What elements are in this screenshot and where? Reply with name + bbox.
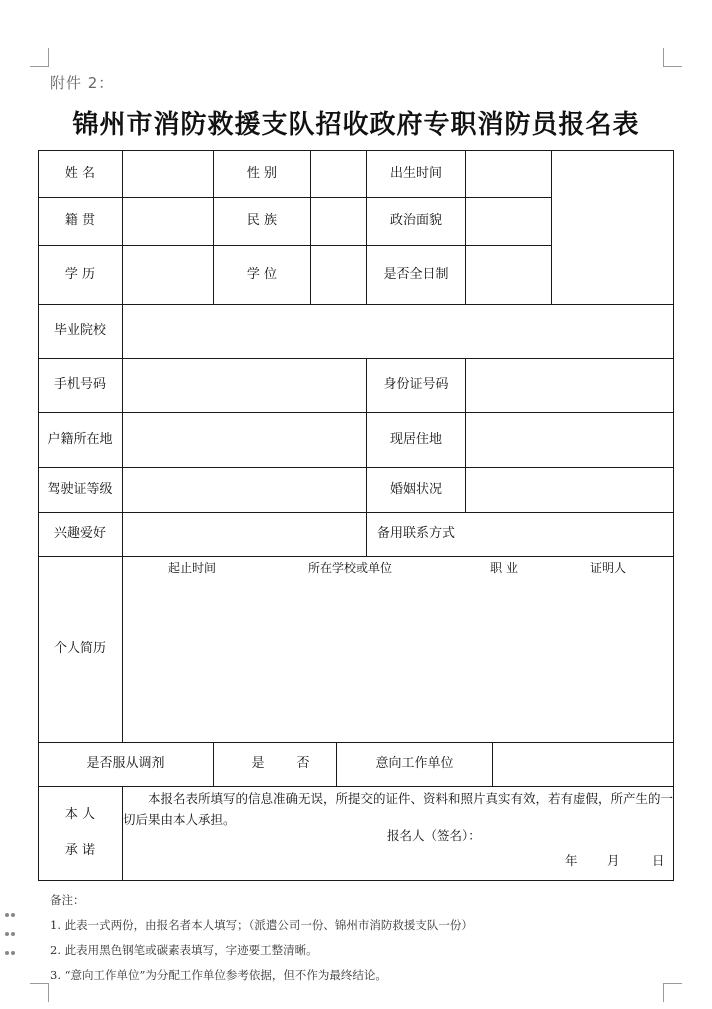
gender-label: 性 别 (246, 165, 278, 181)
notes-section (50, 888, 473, 988)
id-number-label: 身份证号码 (383, 377, 449, 393)
native-place-input-cell[interactable] (123, 197, 213, 245)
name-input-cell[interactable] (123, 150, 213, 197)
degree-input-cell[interactable] (311, 245, 366, 304)
backup-contact-input-cell[interactable] (466, 512, 673, 556)
resume-header-occupation: 职 业 (490, 561, 518, 575)
col-line (213, 742, 214, 786)
ethnicity-label: 民 族 (246, 213, 278, 229)
school-label: 毕业院校 (53, 323, 106, 339)
license-input-cell[interactable] (123, 467, 366, 512)
no-option[interactable]: 否 (296, 756, 310, 772)
note-item: 2. 此表用黑色钢笔或碳素表填写，字迹要工整清晰。 (50, 943, 318, 957)
political-status-label: 政治面貌 (389, 213, 442, 229)
commitment-label-line1: 本 人 (64, 807, 96, 823)
education-label: 学 历 (64, 266, 96, 282)
attachment-label: 附件 2： (50, 74, 115, 92)
row-line (38, 786, 674, 787)
full-time-input-cell[interactable] (466, 245, 551, 304)
commitment-text: 本报名表所填写的信息准确无误，所提交的证件、资料和照片真实有效，若有虚假，所产生的一切后果由本人承担。 (123, 791, 674, 827)
crop-mark-bottom-left (30, 983, 49, 1002)
table-border-bottom (38, 880, 674, 881)
marital-input-cell[interactable] (466, 467, 673, 512)
date-day: 日 (652, 853, 665, 868)
gender-input-cell[interactable] (311, 150, 366, 197)
ethnicity-input-cell[interactable] (311, 197, 366, 245)
crop-mark-bottom-right (663, 983, 682, 1002)
birth-date-input-cell[interactable] (466, 150, 551, 197)
degree-label: 学 位 (246, 266, 278, 282)
registration-form-table (38, 150, 674, 881)
household-label: 户籍所在地 (47, 431, 113, 447)
date-month: 月 (607, 853, 620, 868)
political-status-input-cell[interactable] (466, 197, 551, 245)
hobby-input-cell[interactable] (123, 512, 366, 556)
resume-header-witness: 证明人 (589, 561, 627, 575)
crop-mark-top-right (663, 48, 682, 67)
crop-mark-top-left (30, 48, 49, 67)
license-label: 驾驶证等级 (47, 481, 113, 497)
birth-date-label: 出生时间 (389, 165, 442, 181)
obey-allocation-label: 是否服从调剂 (86, 756, 165, 772)
resume-input-area[interactable] (123, 574, 673, 742)
drag-handle-icon[interactable] (4, 903, 18, 960)
name-label: 姓 名 (64, 165, 96, 181)
full-time-label: 是否全日制 (383, 266, 449, 282)
yes-option[interactable]: 是 (251, 756, 265, 772)
resume-header-period: 起止时间 (167, 561, 217, 575)
commitment-label-line2: 承 诺 (64, 843, 96, 859)
form-title: 锦州市消防救援支队招收政府专职消防员报名表 (72, 110, 640, 140)
residence-input-cell[interactable] (466, 412, 673, 467)
residence-label: 现居住地 (389, 431, 442, 447)
phone-label: 手机号码 (53, 377, 106, 393)
row-line (38, 556, 674, 557)
id-number-input-cell[interactable] (466, 358, 673, 412)
marital-label: 婚姻状况 (389, 481, 442, 497)
native-place-label: 籍 贯 (64, 213, 96, 229)
note-item: 1. 此表一式两份，由报名者本人填写；（派遣公司一份、锦州市消防救援支队一份） (50, 918, 473, 932)
preferred-unit-input-cell[interactable] (493, 742, 673, 786)
date-year: 年 (565, 853, 578, 868)
signature-label: 报名人（签名）： (387, 828, 481, 843)
household-input-cell[interactable] (123, 412, 366, 467)
photo-cell[interactable] (552, 150, 673, 304)
hobby-label: 兴趣爱好 (53, 526, 106, 542)
school-input-cell[interactable] (123, 304, 673, 358)
education-input-cell[interactable] (123, 245, 213, 304)
note-item: 3. “意向工作单位”为分配工作单位参考依据，但不作为最终结论。 (50, 968, 387, 982)
resume-header-school-unit: 所在学校或单位 (307, 561, 393, 575)
resume-label: 个人简历 (53, 641, 106, 657)
backup-contact-label: 备用联系方式 (376, 526, 455, 542)
preferred-unit-label: 意向工作单位 (375, 756, 454, 772)
phone-input-cell[interactable] (123, 358, 366, 412)
table-border-right (673, 150, 674, 881)
notes-heading: 备注： (50, 893, 85, 907)
